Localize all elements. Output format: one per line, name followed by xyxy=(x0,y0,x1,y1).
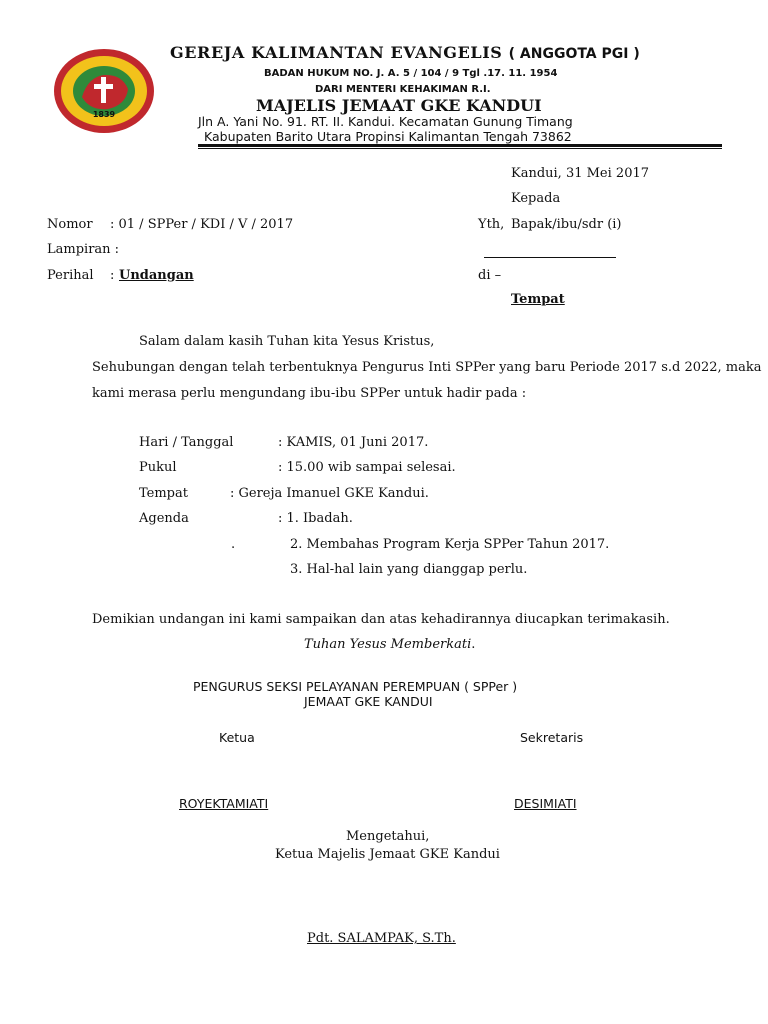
regency-line: Kabupaten Barito Utara Propinsi Kalimantan Tengah 73862 xyxy=(204,129,572,144)
di-label: di – xyxy=(478,268,502,283)
nomor-value: : 01 / SPPer / KDI / V / 2017 xyxy=(110,217,294,232)
ministry-line: DARI MENTERI KEHAKIMAN R.I. xyxy=(315,84,491,95)
ketua-majelis-title: Ketua Majelis Jemaat GKE Kandui xyxy=(275,847,500,862)
agenda-dot: . xyxy=(231,537,236,552)
church-name-title xyxy=(170,43,640,62)
sekretaris-title: Sekretaris xyxy=(520,730,584,745)
recipient-blank-line xyxy=(484,257,616,258)
perihal-value: Undangan xyxy=(119,268,194,283)
blessing-dot: . xyxy=(471,637,476,652)
tempat-detail-value: : Gereja Imanuel GKE Kandui. xyxy=(230,486,429,501)
lampiran-label: Lampiran : xyxy=(47,242,120,257)
pgi-membership: ( ANGGOTA PGI ) xyxy=(508,46,640,62)
kepada-label: Kepada xyxy=(511,191,561,206)
letterhead-rule-thin xyxy=(198,148,722,149)
agenda-item-1: : 1. Ibadah. xyxy=(278,511,353,526)
org-line-2: JEMAAT GKE KANDUI xyxy=(304,694,433,709)
letterhead-rule-thick xyxy=(198,144,722,147)
agenda-label: Agenda xyxy=(139,511,189,526)
org-line-1: PENGURUS SEKSI PELAYANAN PEREMPUAN ( SPPer ) xyxy=(193,679,518,694)
tempat-detail-label: Tempat xyxy=(139,486,188,501)
paragraph-line-1: Sehubungan dengan telah terbentuknya Pengurus Inti SPPer yang baru Periode 2017 s.d 2022, maka xyxy=(92,360,762,375)
blessing-line xyxy=(304,637,475,652)
hari-label: Hari / Tanggal xyxy=(139,435,234,450)
pukul-value: : 15.00 wib sampai selesai. xyxy=(278,460,456,475)
agenda-item-2: 2. Membahas Program Kerja SPPer Tahun 2017. xyxy=(290,537,610,552)
salam-line: Salam dalam kasih Tuhan kita Yesus Kristus, xyxy=(139,334,435,349)
ketua-name: ROYEKTAMIATI xyxy=(179,796,269,811)
church-name: GEREJA KALIMANTAN EVANGELIS xyxy=(170,43,503,62)
perihal-label: Perihal xyxy=(47,268,94,283)
church-logo-emblem xyxy=(52,47,156,135)
closing-line: Demikian undangan ini kami sampaikan dan atas kehadirannya diucapkan terimakasih. xyxy=(92,612,670,627)
yth-label: Yth, xyxy=(478,217,505,232)
recipient: Bapak/ibu/sdr (i) xyxy=(511,217,622,232)
hari-value: : KAMIS, 01 Juni 2017. xyxy=(278,435,429,450)
mengetahui-label: Mengetahui, xyxy=(346,829,430,844)
nomor-label: Nomor xyxy=(47,217,93,232)
ketua-title: Ketua xyxy=(219,730,255,745)
sekretaris-name: DESIMIATI xyxy=(514,796,577,811)
legal-entity-line: BADAN HUKUM NO. J. A. 5 / 104 / 9 Tgl .17. 11. 1954 xyxy=(264,68,558,79)
blessing-text: Tuhan Yesus Memberkati xyxy=(304,637,472,652)
agenda-item-3: 3. Hal-hal lain yang dianggap perlu. xyxy=(290,562,528,577)
perihal-colon: : xyxy=(110,268,115,283)
place-date: Kandui, 31 Mei 2017 xyxy=(511,166,650,181)
logo-year: 1839 xyxy=(92,110,116,119)
pukul-label: Pukul xyxy=(139,460,177,475)
paragraph-line-2: kami merasa perlu mengundang ibu-ibu SPPer untuk hadir pada : xyxy=(92,386,527,401)
pendeta-name: Pdt. SALAMPAK, S.Th. xyxy=(307,931,456,946)
congregation-name: MAJELIS JEMAAT GKE KANDUI xyxy=(256,96,542,115)
tempat-label: Tempat xyxy=(511,292,565,307)
address-line: Jln A. Yani No. 91. RT. II. Kandui. Kecamatan Gunung Timang xyxy=(198,114,573,129)
